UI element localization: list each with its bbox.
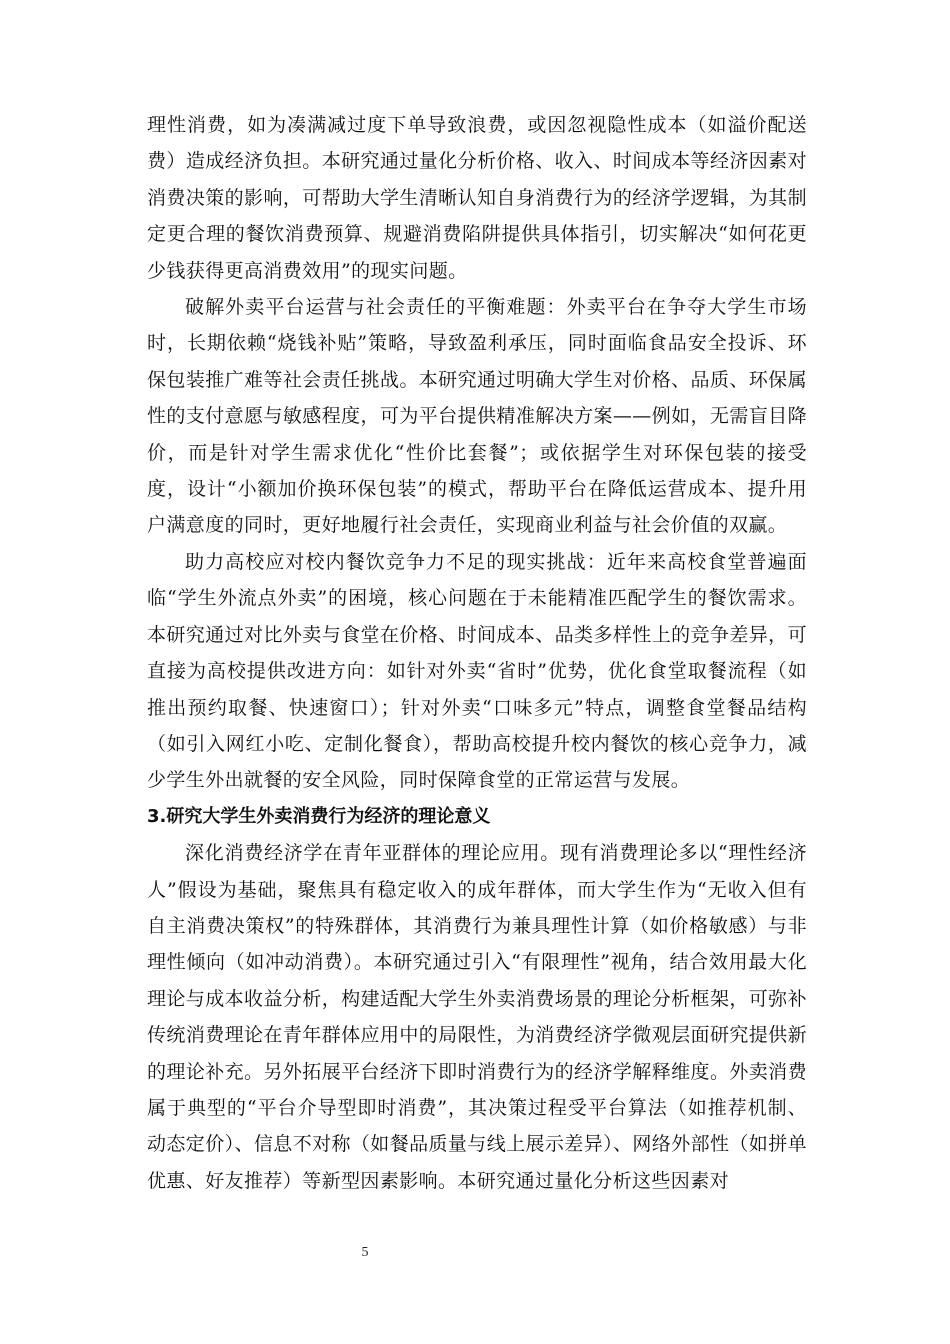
section-heading: 3.研究大学生外卖消费行为经济的理论意义 xyxy=(147,805,491,827)
paragraph-campus-dining: 助力高校应对校内餐饮竞争力不足的现实挑战：近年来高校食堂普遍面临“学生外流点外卖”的困境，核心问题在于未能精准匹配学生的餐饮需求。本研究通过对比外卖与食堂在价格、时间成本、品类多样性上的竞争差异，可直接为高校提供改进方向：如针对外卖“省时”优势，优化食堂取餐流程（如推出预约取餐、快速窗口）；针对外卖“口味多元”特点，调整食堂餐品结构（如引入网红小吃、定制化餐食），帮助高校提升校内餐饮的核心竞争力，减少学生外出就餐的安全风险，同时保障食堂的正常运营与发展。 xyxy=(147,550,807,792)
paragraph-rational-consumption: 理性消费，如为凑满减过度下单导致浪费，或因忽视隐性成本（如溢价配送费）造成经济负担。本研究通过量化分析价格、收入、时间成本等经济因素对消费决策的影响，可帮助大学生清晰认知自身消费行为的经济学逻辑，为其制定更合理的餐饮消费预算、规避消费陷阱提供具体指引，切实解决“如何花更少钱获得更高消费效用”的现实问题。 xyxy=(147,114,807,282)
paragraph-theoretical-significance: 深化消费经济学在青年亚群体的理论应用。现有消费理论多以“理性经济人”假设为基础，聚焦具有稳定收入的成年群体，而大学生作为“无收入但有自主消费决策权”的特殊群体，其消费行为兼具理性计算（如价格敏感）与非理性倾向（如冲动消费）。本研究通过引入“有限理性”视角，结合效用最大化理论与成本收益分析，构建适配大学生外卖消费场景的理论分析框架，可弥补传统消费理论在青年群体应用中的局限性，为消费经济学微观层面研究提供新的理论补充。另外拓展平台经济下即时消费行为的经济学解释维度。外卖消费属于典型的“平台介导型即时消费”，其决策过程受平台算法（如推荐机制、动态定价）、信息不对称（如餐品质量与线上展示差异）、网络外部性（如拼单优惠、好友推荐）等新型因素影响。本研究通过量化分析这些因素对 xyxy=(147,842,808,1192)
page-number: 5 xyxy=(361,1245,369,1260)
paragraph-platform-responsibility: 破解外卖平台运营与社会责任的平衡难题：外卖平台在争夺大学生市场时，长期依赖“烧钱补贴”策略，导致盈利承压，同时面临食品安全投诉、环保包装推广难等社会责任挑战。本研究通过明确大学生对价格、品质、环保属性的支付意愿与敏感程度，可为平台提供精准解决方案——例如，无需盲目降价，而是针对学生需求优化“性价比套餐”；或依据学生对环保包装的接受度，设计“小额加价换环保包装”的模式，帮助平台在降低运营成本、提升用户满意度的同时，更好地履行社会责任，实现商业利益与社会价值的双赢。 xyxy=(147,296,807,537)
page-body xyxy=(147,107,807,1199)
